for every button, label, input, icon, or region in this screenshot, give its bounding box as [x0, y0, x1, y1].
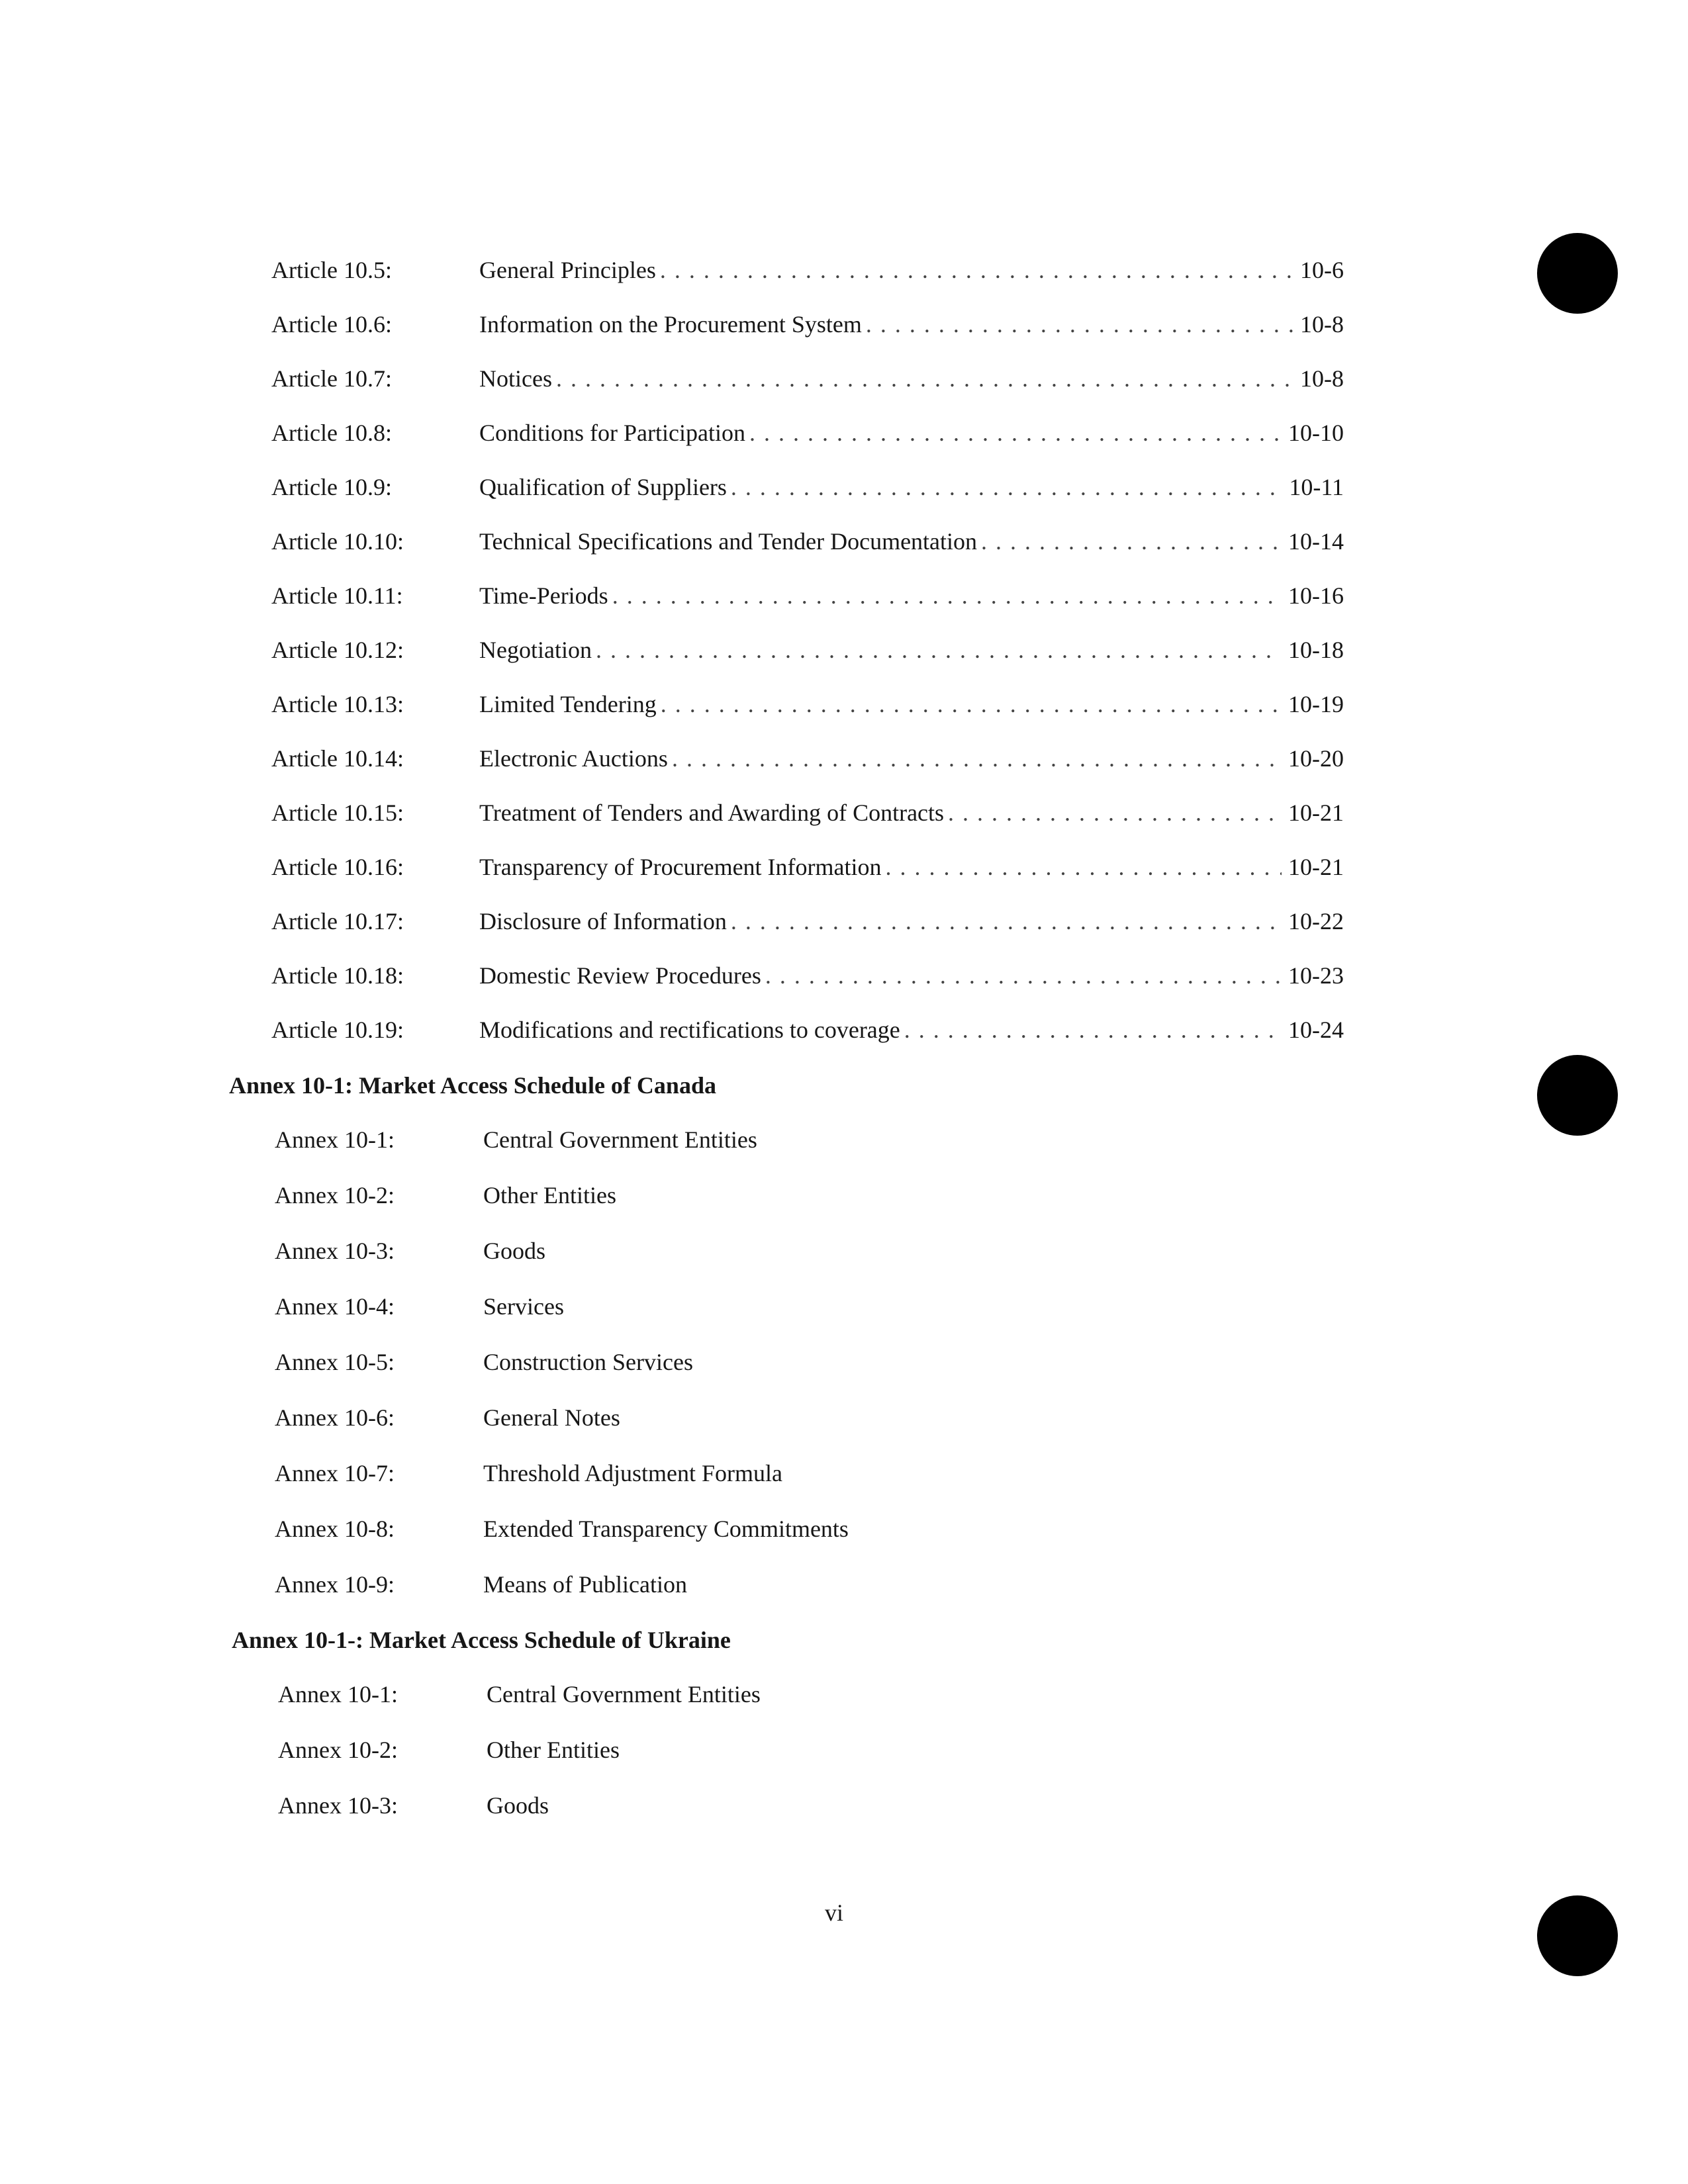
toc-row-article-10-15 — [271, 793, 1344, 833]
article-label: Article 10.14: — [271, 745, 404, 772]
ukraine-annex-row — [278, 1786, 1072, 1825]
page-ref: 10-16 — [1288, 582, 1344, 609]
dot-leader — [661, 684, 1282, 724]
annex-title: Threshold Adjustment Formula — [483, 1460, 782, 1486]
article-title: Qualification of Suppliers — [479, 474, 727, 500]
page-ref: 10-8 — [1300, 311, 1344, 338]
canada-annex-row — [275, 1509, 1069, 1549]
punch-hole-bottom — [1537, 1895, 1618, 1976]
page-ref: 10-23 — [1288, 962, 1344, 989]
page-ref: 10-22 — [1288, 908, 1344, 934]
toc-row-article-10-18 — [271, 956, 1344, 995]
annex-label: Annex 10-1: — [275, 1126, 395, 1153]
dot-leader — [765, 956, 1282, 995]
annex-title: Extended Transparency Commitments — [483, 1516, 849, 1542]
canada-annex-row — [275, 1287, 1069, 1326]
page-ref: 10-6 — [1300, 257, 1344, 283]
annex-title: Goods — [487, 1792, 549, 1819]
toc-row-article-10-17 — [271, 901, 1344, 941]
page-ref: 10-20 — [1288, 745, 1344, 772]
canada-annex-row — [275, 1231, 1069, 1271]
toc-row-article-10-10 — [271, 522, 1344, 561]
dot-leader — [904, 1010, 1282, 1050]
article-title: Domestic Review Procedures — [479, 962, 761, 989]
toc-row-article-10-11 — [271, 576, 1344, 615]
article-label: Article 10.8: — [271, 420, 392, 446]
page-ref: 10-18 — [1288, 637, 1344, 663]
dot-leader — [948, 793, 1282, 833]
article-label: Article 10.6: — [271, 311, 392, 338]
ukraine-schedule-heading: Annex 10-1-: Market Access Schedule of Ukraine — [232, 1627, 731, 1653]
article-label: Article 10.17: — [271, 908, 404, 934]
article-title: Technical Specifications and Tender Documentation — [479, 528, 978, 555]
article-title: Disclosure of Information — [479, 908, 727, 934]
dot-leader — [672, 739, 1282, 778]
article-label: Article 10.19: — [271, 1017, 404, 1043]
article-title: Negotiation — [479, 637, 592, 663]
toc-row-article-10-14 — [271, 739, 1344, 778]
canada-annex-row — [275, 1565, 1069, 1604]
annex-label: Annex 10-5: — [275, 1349, 395, 1375]
page-ref: 10-24 — [1288, 1017, 1344, 1043]
dot-leader — [866, 304, 1293, 344]
annex-title: Services — [483, 1293, 564, 1320]
canada-annex-row — [275, 1342, 1069, 1382]
annex-label: Annex 10-2: — [275, 1182, 395, 1208]
punch-hole-top — [1537, 233, 1618, 314]
page-ref: 10-19 — [1288, 691, 1344, 717]
article-label: Article 10.12: — [271, 637, 404, 663]
annex-title: General Notes — [483, 1404, 620, 1431]
annex-label: Annex 10-1: — [278, 1681, 398, 1707]
canada-annex-row — [275, 1453, 1069, 1493]
canada-annex-row — [275, 1120, 1069, 1160]
article-label: Article 10.11: — [271, 582, 403, 609]
dot-leader — [749, 413, 1282, 453]
annex-label: Annex 10-4: — [275, 1293, 395, 1320]
page-ref: 10-8 — [1300, 365, 1344, 392]
page-ref: 10-21 — [1288, 799, 1344, 826]
page-number: vi — [824, 1899, 843, 1926]
dot-leader — [612, 576, 1282, 615]
annex-title: Goods — [483, 1238, 546, 1264]
article-label: Article 10.13: — [271, 691, 404, 717]
article-title: Electronic Auctions — [479, 745, 668, 772]
annex-title: Central Government Entities — [487, 1681, 761, 1707]
annex-label: Annex 10-9: — [275, 1571, 395, 1598]
toc-row-article-10-5 — [271, 250, 1344, 290]
toc-row-article-10-6 — [271, 304, 1344, 344]
dot-leader — [886, 847, 1282, 887]
annex-title: Other Entities — [483, 1182, 616, 1208]
annex-label: Annex 10-8: — [275, 1516, 395, 1542]
dot-leader — [596, 630, 1282, 670]
ukraine-annex-row — [278, 1730, 1072, 1770]
annex-label: Annex 10-6: — [275, 1404, 395, 1431]
article-title: Information on the Procurement System — [479, 311, 862, 338]
annex-title: Means of Publication — [483, 1571, 687, 1598]
article-label: Article 10.18: — [271, 962, 404, 989]
page-ref: 10-21 — [1288, 854, 1344, 880]
article-title: Limited Tendering — [479, 691, 657, 717]
canada-schedule-heading: Annex 10-1: Market Access Schedule of Canada — [229, 1072, 716, 1099]
toc-row-article-10-13 — [271, 684, 1344, 724]
article-title: Treatment of Tenders and Awarding of Contracts — [479, 799, 945, 826]
page-ref: 10-10 — [1288, 420, 1344, 446]
ukraine-annex-row — [278, 1674, 1072, 1714]
article-label: Article 10.10: — [271, 528, 404, 555]
article-title: Conditions for Participation — [479, 420, 745, 446]
annex-title: Other Entities — [487, 1737, 620, 1763]
article-label: Article 10.5: — [271, 257, 392, 283]
article-title: Notices — [479, 365, 552, 392]
dot-leader — [556, 359, 1293, 398]
annex-title: Construction Services — [483, 1349, 693, 1375]
canada-annex-row — [275, 1175, 1069, 1215]
toc-row-article-10-8 — [271, 413, 1344, 453]
article-label: Article 10.15: — [271, 799, 404, 826]
article-title: Time-Periods — [479, 582, 608, 609]
toc-row-article-10-7 — [271, 359, 1344, 398]
dot-leader — [981, 522, 1282, 561]
page-ref: 10-14 — [1288, 528, 1344, 555]
article-label: Article 10.9: — [271, 474, 392, 500]
dot-leader — [660, 250, 1293, 290]
annex-label: Annex 10-7: — [275, 1460, 395, 1486]
article-label: Article 10.7: — [271, 365, 392, 392]
toc-row-article-10-12 — [271, 630, 1344, 670]
annex-title: Central Government Entities — [483, 1126, 757, 1153]
canada-annex-row — [275, 1398, 1069, 1437]
annex-label: Annex 10-3: — [275, 1238, 395, 1264]
page-ref: 10-11 — [1289, 474, 1344, 500]
toc-row-article-10-19 — [271, 1010, 1344, 1050]
article-title: General Principles — [479, 257, 656, 283]
toc-row-article-10-16 — [271, 847, 1344, 887]
annex-label: Annex 10-3: — [278, 1792, 398, 1819]
dot-leader — [731, 467, 1282, 507]
article-label: Article 10.16: — [271, 854, 404, 880]
dot-leader — [731, 901, 1282, 941]
punch-hole-middle — [1537, 1055, 1618, 1136]
article-title: Modifications and rectifications to coverage — [479, 1017, 900, 1043]
annex-label: Annex 10-2: — [278, 1737, 398, 1763]
article-title: Transparency of Procurement Information — [479, 854, 882, 880]
toc-row-article-10-9 — [271, 467, 1344, 507]
